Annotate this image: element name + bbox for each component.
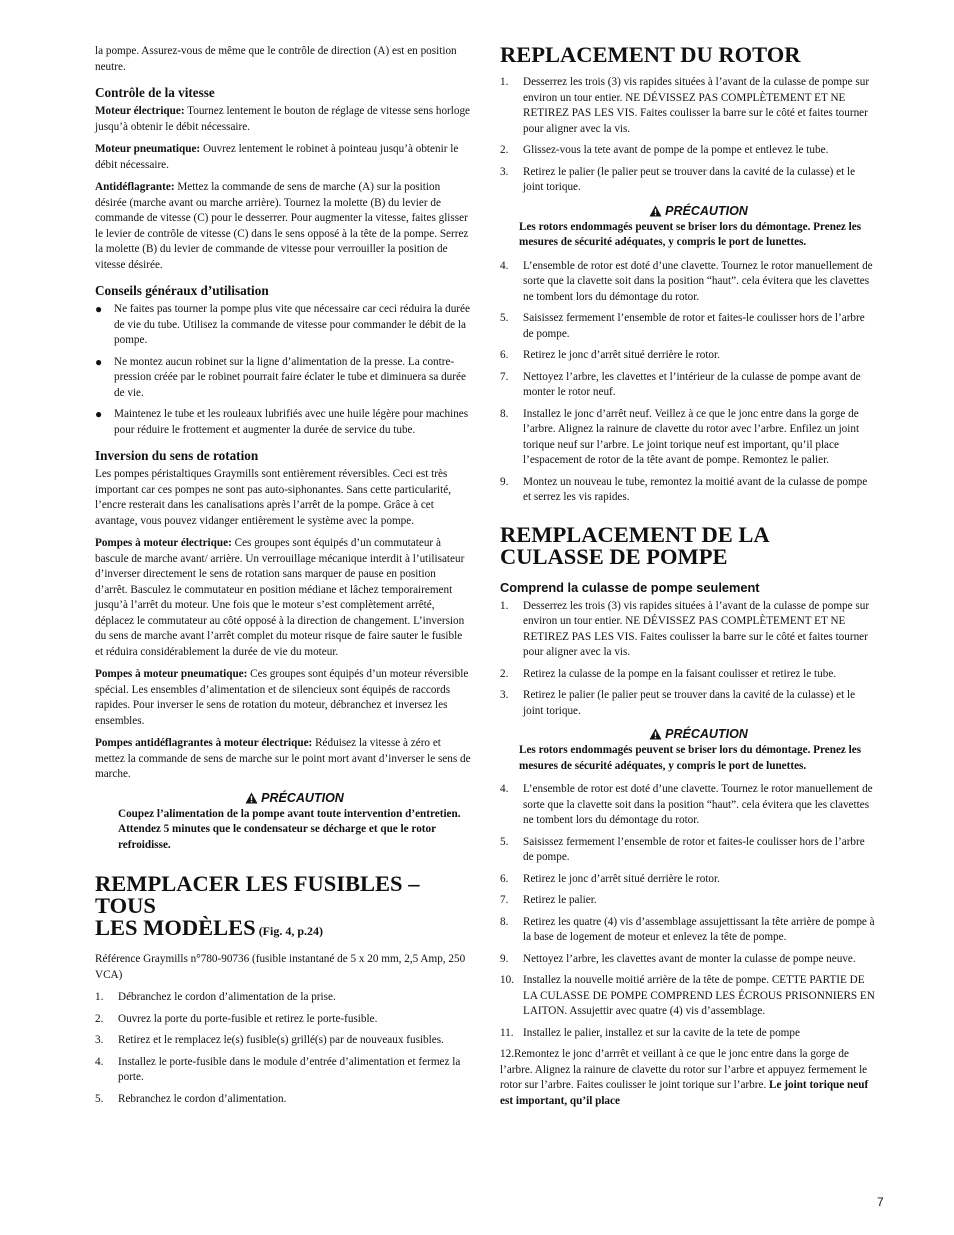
- fuses-heading: [95, 873, 471, 942]
- list-item: 6. Retirez le jonc d’arrêt situé derrière le rotor.: [500, 349, 720, 361]
- reverse-electric: [95, 536, 471, 660]
- caution-rotor: [519, 204, 878, 251]
- list-item: 10. Installez la nouvelle moitié arrière de la tête de pompe. CETTE PARTIE DE LA CULASSE DE POMPE COMPREND LES ÉCROUS PRISONNIERS EN LAITON. Assujettir avec quatre (4) vis d’assemblage.: [500, 974, 875, 1017]
- fuses-heading-line1: REMPLACER LES FUSIBLES – TOUS: [95, 871, 420, 918]
- left-column: [95, 44, 471, 1113]
- step-12-text: 12.Remontez le jonc d’arrrêt et veillant à ce que le jonc entre dans la gorge de l’arbre. Alignez la rainure de clavette du rotor sur l’arbre et appuyez fermement le rotor sur l’arbre. Faites coulisser le joint torique sur l’arbre.: [500, 1048, 868, 1091]
- speed-electric-lead: Moteur électrique:: [95, 105, 185, 117]
- reverse-electric-text: Ces groupes sont équipés d’un commutateur à bascule de marche avant/ arrière. Un verrouillage mécanique interdit à l’utilisateur d’inverser directement le sens de rotation sans marquer de pause en position d’arrêt. Basculez le commutateur en position médiane et lâchez temporairement jusqu’à l’arrêt du moteur. Une fois que le moteur s’est complètement arrêté, déplacez le commutateur au côté opposé à la direction de changement. L’inversion du sens de marche avant l’arrêt complet du moteur risque de faire sauter le fusible et réduira considérablement la durée de vie du moteur.: [95, 537, 465, 658]
- warning-icon: [245, 792, 258, 804]
- list-item: 8. Installez le jonc d’arrêt neuf. Veillez à ce que le jonc entre dans la gorge de l’arbre. Alignez la rainure de clavette du rotor avec l’arbre. Enfilez un joint torique neuf sur l’arbre. Le joint torique neuf est important, qu’il place l’espacement de rotor de la tête avant de pompe. Remontez le palier.: [500, 407, 860, 466]
- list-item: 5. Saisissez fermement l’ensemble de rotor et faites-le coulisser hors de l’arbre de pompe.: [500, 835, 865, 863]
- head-steps-b: [500, 782, 878, 1041]
- caution-power: [118, 791, 471, 854]
- fuses-intro: Référence Graymills n°780-90736 (fusible instantané de 5 x 20 mm, 2,5 Amp, 250 VCA): [95, 953, 466, 981]
- rotor-heading: REPLACEMENT DU ROTOR: [500, 42, 801, 67]
- head-step-12: [500, 1047, 878, 1109]
- caution-title-text: PRÉCAUTION: [665, 203, 748, 218]
- right-column: [500, 44, 878, 1109]
- rotor-steps-a: [500, 75, 878, 196]
- list-item: 2. Glissez-vous la tete avant de pompe de la pompe et entlevez le tube.: [500, 144, 829, 156]
- list-item: 4. L’ensemble de rotor est doté d’une clavette. Tournez le rotor manuellement de sorte que la clavette soit dans la position “haut”. cela évitera que les clavettes ne tombent lors du démontage du rotor.: [500, 259, 873, 303]
- speed-electric: [95, 104, 471, 135]
- list-item: 2. Ouvrez la porte du porte-fusible et retirez le porte-fusible.: [95, 1012, 378, 1025]
- list-item: 5. Rebranchez le cordon d’alimentation.: [95, 1092, 287, 1105]
- reverse-heading: Inversion du sens de rotation: [95, 448, 259, 463]
- speed-explosion: [95, 180, 471, 273]
- speed-heading: Contrôle de la vitesse: [95, 85, 215, 100]
- list-item: 9. Montez un nouveau le tube, remontez la moitié avant de la culasse de pompe et serrez les vis rapides.: [500, 475, 868, 503]
- list-item: 3. Retirez le palier (le palier peut se trouver dans la cavité de la culasse) et le joint torique.: [500, 689, 856, 717]
- reverse-explosion: [95, 736, 471, 783]
- caution-title-text: PRÉCAUTION: [665, 727, 748, 741]
- reverse-pneumatic-text: Ces groupes sont équipés d’un moteur réversible spécial. Les ensembles d’alimentation et de silencieux sont équipés de raccords rapides. Pour inverser le sens de rotation du moteur, débranchez et inversez les ensembles.: [95, 668, 469, 727]
- caution-text: Les rotors endommagés peuvent se briser lors du démontage. Prenez les mesures de sécurité adéquates, y compris le port de lunettes.: [519, 744, 862, 772]
- caution-text: Les rotors endommagés peuvent se briser lors du démontage. Prenez les mesures de sécurité adéquates, y compris le port de lunettes.: [519, 220, 862, 248]
- list-item: 5. Saisissez fermement l’ensemble de rotor et faites-le coulisser hors de l’arbre de pompe.: [500, 312, 865, 340]
- list-item: 2. Retirez la culasse de la pompe en la faisant coulisser et retirez le tube.: [500, 667, 837, 680]
- caution-title: [519, 204, 878, 218]
- caution-head: [519, 727, 878, 774]
- step-12-bold: Le joint torique neuf est important, qu’il place: [500, 1079, 869, 1107]
- reverse-pneumatic: [95, 667, 471, 729]
- speed-electric-text: Tournez lentement le bouton de réglage de vitesse sens horloge jusqu’à obtenir le débit nécessaire.: [95, 105, 471, 133]
- list-item: [95, 407, 471, 438]
- bullet-icon: ●: [95, 354, 103, 369]
- reverse-explosion-lead: Pompes antidéflagrantes à moteur électrique:: [95, 737, 313, 749]
- caution-text: Coupez l’alimentation de la pompe avant toute intervention d’entretien. Attendez 5 minutes que le condensateur se décharge et que le rotor refroidisse.: [118, 807, 461, 851]
- reverse-intro: Les pompes péristaltiques Graymills sont entièrement réversibles. Ceci est très important car ces pompes ne sont pas auto-siphonantes. Sans cette particularité, l’encre resterait dans les canalisations après l’arrêt de la pompe. Grâce à cet avantage, vous pouvez vidanger entièrement le système avec la pompe.: [95, 468, 452, 527]
- list-item: [95, 355, 471, 402]
- speed-pneumatic-lead: Moteur pneumatique:: [95, 143, 201, 155]
- speed-explosion-text: Mettez la commande de sens de marche (A) sur la position désirée (marche avant ou marche arrière). Tournez la molette (B) du levier de commande de vitesse (C) pour le desserrer. Pour augmenter la vitesse, faites glisser le levier de contrôle de vitesse (C) dans le sens opposé à la tête de la pompe. Serrez la molette (B) du levier de commande de vitesse pour verrouiller la position de vitesse désirée.: [95, 181, 469, 271]
- head-heading-line2: CULASSE DE POMPE: [500, 543, 728, 569]
- general-bullets: [95, 302, 471, 438]
- warning-icon: [649, 728, 662, 740]
- list-item: [95, 302, 471, 349]
- bullet-icon: ●: [95, 302, 103, 316]
- general-heading: Conseils généraux d’utilisation: [95, 283, 269, 298]
- reverse-electric-lead: Pompes à moteur électrique:: [95, 537, 232, 549]
- bullet-text: Maintenez le tube et les rouleaux lubrifiés avec une huile légère pour machines pour réduire le frottement et augmenter la durée de service du tube.: [114, 408, 469, 436]
- list-item: 7. Nettoyez l’arbre, les clavettes et l’intérieur de la culasse de pompe avant de monter le rotor neuf.: [500, 370, 861, 398]
- head-heading: [500, 521, 878, 569]
- head-subheading: Comprend la culasse de pompe seulement: [500, 579, 760, 595]
- bullet-text: Ne faites pas tourner la pompe plus vite que nécessaire car ceci réduira la durée de vie du tube. Utilisez la commande de vitesse pour commander le débit de la pompe.: [114, 303, 470, 346]
- caution-title-text: PRÉCAUTION: [261, 790, 344, 805]
- list-item: 3. Retirez et le remplacez le(s) fusible(s) grillé(s) par de nouveaux fusibles.: [95, 1034, 444, 1046]
- rotor-steps-b: [500, 259, 878, 506]
- head-heading-line1: REMPLACEMENT DE LA: [500, 521, 770, 547]
- list-item: 1. Débranchez le cordon d’alimentation de la prise.: [95, 991, 336, 1003]
- reverse-explosion-text: Réduisez la vitesse à zéro et mettez la commande de sens de marche sur le point mort avant d’inverser le sens de marche.: [95, 737, 471, 780]
- fuses-figure-ref: (Fig. 4, p.24): [255, 924, 324, 938]
- caution-title: [519, 727, 878, 741]
- list-item: 1. Desserrez les trois (3) vis rapides situées à l’avant de la culasse de pompe sur environ un tour entier. NE DÉVISSEZ PAS COMPLÈTEMENT ET NE RETIREZ PAS LES VIS. Faites coulisser la barre sur le côté et faites tourner pour aligner avec la vis.: [500, 76, 870, 135]
- list-item: 11. Installez le palier, installez et sur la cavite de la tete de pompe: [500, 1026, 800, 1039]
- reverse-pneumatic-lead: Pompes à moteur pneumatique:: [95, 668, 248, 680]
- fuses-steps: [95, 990, 471, 1107]
- warning-icon: [649, 205, 662, 217]
- list-item: 1. Desserrez les trois (3) vis rapides situées à l’avant de la culasse de pompe sur environ un tour entier. NE DÉVISSEZ PAS COMPLÈTEMENT ET NE RETIREZ PAS LES VIS. Faites coulisser la barre sur le côté et faites tourner pour aligner avec la vis.: [500, 599, 870, 658]
- caution-title: [118, 791, 471, 805]
- fuses-heading-line2: LES MODÈLES: [95, 915, 256, 940]
- intro-text: la pompe. Assurez-vous de même que le contrôle de direction (A) est en position neutre.: [95, 45, 457, 73]
- bullet-text: Ne montez aucun robinet sur la ligne d’alimentation de la presse. La contre-pression créée par le robinet pourrait faire éclater le tube et diminuera sa durée de vie.: [114, 355, 466, 399]
- bullet-icon: ●: [95, 407, 103, 421]
- list-item: 4. L’ensemble de rotor est doté d’une clavette. Tournez le rotor manuellement de sorte que la clavette soit dans la position “haut”. cela évitera que les clavettes ne tombent lors du démontage du rotor.: [500, 783, 873, 826]
- speed-explosion-lead: Antidéflagrante:: [95, 181, 175, 193]
- speed-pneumatic: [95, 142, 471, 173]
- list-item: 9. Nettoyez l’arbre, les clavettes avant de monter la culasse de pompe neuve.: [500, 952, 856, 965]
- list-item: 4. Installez le porte-fusible dans le module d’entrée d’alimentation et fermez la porte.: [95, 1055, 461, 1083]
- list-item: 3. Retirez le palier (le palier peut se trouver dans la cavité de la culasse) et le joint torique.: [500, 165, 856, 193]
- list-item: 6. Retirez le jonc d’arrêt situé derrière le rotor.: [500, 872, 720, 885]
- speed-pneumatic-text: Ouvrez lentement le robinet à pointeau jusqu’à obtenir le débit nécessaire.: [95, 143, 459, 171]
- list-item: 8. Retirez les quatre (4) vis d’assemblage assujettissant la tête arrière de pompe à la base de logement de moteur et enlevez la tête de pompe.: [500, 915, 875, 943]
- list-item: 7. Retirez le palier.: [500, 894, 597, 906]
- head-steps-a: [500, 599, 878, 720]
- page-number: 7: [877, 1195, 884, 1209]
